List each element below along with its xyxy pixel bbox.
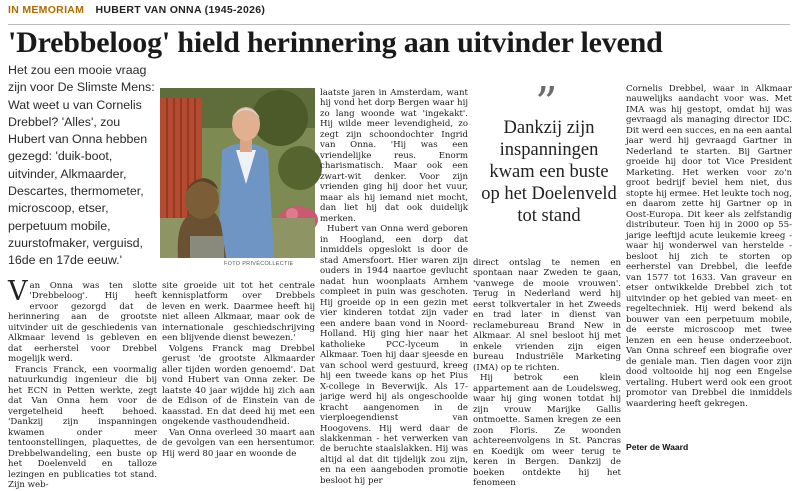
photo-credit: FOTO PRIVÉCOLLECTIE — [224, 261, 294, 267]
body-paragraph: Hij betrok een klein appartement aan de Loudelsweg, waar hij ging wonen totdat hij zijn vrouw Marijke Gallis ontmoette. Samen kregen ze een zoon Floris. Ze woonden achtereenvolgens in St. Pancras en Koedijk om weer terug te keren in Bergen. Dankzij de boeken ontdekte hij het fenomeen — [473, 373, 621, 489]
article-photo — [160, 88, 315, 258]
body-paragraph: Francis Franck, een voormalig natuurkundig ingenieur die bij het ECN in Petten werkte, zegt dat Van Onna hem voor de vergetelheid heeft behoed. 'Dankzij zijn inspanningen kwamen onder meer tentoonstellingen, plaquettes, de Drebbelwandeling, een buste op het Doelenveld en talloze lezingen en publicaties tot stand. Zijn web- — [8, 364, 157, 491]
body-paragraph: laatste jaren in Amsterdam, want hij vond het dorp Bergen waar hij zo lang woonde wat 'ingekakt'. Hij wilde meer levendigheid, zo zegt zijn schoondochter Ingrid van Onna. 'Hij was een vriendelijke reus. Enorm charismatisch. Maar ook een zwart-wit denker. Voor zijn vrienden ging hij door het vuur, maar als hij iemand niet mocht, dan liet hij dat ook duidelijk merken. — [320, 88, 468, 224]
body-paragraph: direct ontslag te nemen en spontaan naar Zweden te gaan, 'vanwege de mooie vrouwen'. Terug in Nederland werd hij eerst tolkvertaler in het Zweeds en trad later in dienst van reclamebureau Brand New in Alkmaar. Al snel besloot hij met enkele vrienden zijn eigen bureau Industriële Marketing (IMA) op te richten. — [473, 258, 621, 373]
body-paragraph: Volgens Franck mag Drebbel gerust 'de grootste Alkmaarder aller tijden worden genoemd'. Dat vond Hubert van Onna zeker. De laatste 40 jaar wijdde hij zich aan de Edison of de Einstein van de kaasstad. En dat deed hij met een ongekende vasthoudendheid. — [162, 343, 315, 428]
body-column-3 — [320, 88, 468, 486]
quote-mark-icon: ” — [535, 78, 558, 129]
body-paragraph: Cornelis Drebbel, waar in Alkmaar nauwelijks aandacht voor was. Met IMA was hij gestopt, omdat hij was gevraagd als managing director IDC. Dit werd een succes, en na een aantal jaar werd hij gevraagd Gartner in Nederland te starten. Bij Gartner groeide hij door tot Vice President Marketing. Het werken voor zo'n groot bedrijf beviel hem niet, dus stopte hij ermee. Het leukte toch nog, en daarom zette hij Gartner op in Oost-Europa. Dit keer als zelfstandig distributeur. Toen hij in 2000 op 55-jarige leeftijd acute leukemie kreeg - waar hij wonderwel van herstelde - besloot hij zich te storten op eerherstel van Drebbel, die leefde van 1577 tot 1633. Van graveur en etser ontwikkelde Drebbel zich tot uitvinder op het gebied van meet- en regeltechniek. Hij werd bekend als bouwer van een perpetuum mobile, de eerste microscoop met twee lenzen en een heuse onderzeeboot. Van Onna schreef een biografie over de geniale man. Tien dagen voor zijn dood voltooide hij nog een Engelse vertaling. Hubert werd ook een groot promotor van Drebbel die inmiddels waardering heeft gekregen. — [626, 84, 792, 409]
body-column-1 — [8, 276, 157, 491]
portrait-photo-illustration — [160, 88, 315, 258]
article-headline: 'Drebbeloog' hield herinnering aan uitvinder levend — [8, 26, 663, 59]
article-intro: Het zou een mooie vraag zijn voor De Slimste Mens: Wat weet u van Cornelis Drebbel? 'Alles', zou Hubert van Onna hebben gezegd: 'duik-boot, uitvinder, Alkmaarder, Descartes, thermometer, microscoop, etser, perpetuum mobile, zuurstofmaker, verguisd, 16de en 17de eeuw.' — [8, 63, 155, 268]
author-byline: Peter de Waard — [626, 442, 689, 452]
lead-text: an Onna was ten slotte 'Drebbeloog'. Hij heeft ervoor gezorgd dat de herinnering aan de grootste uitvinder uit de geschiedenis van Alkmaar levend is gebleven en dat eerherstel voor Drebbel mogelijk werd. — [8, 281, 157, 365]
drop-cap: V — [8, 276, 28, 307]
pull-quote: Dankzij zijn inspanningen kwam een buste op het Doelenveld tot stand — [481, 118, 617, 226]
body-paragraph: site groeide uit tot het centrale kennisplatform over Drebbels leven en werk. Daarmee heeft hij niet alleen Alkmaar, maar ook de internationale geschiedschrijving een blijvende dienst bewezen.' — [162, 281, 315, 344]
body-paragraph: Van Onna overleed 30 maart aan de gevolgen van een hersentumor. Hij werd 80 jaar en woonde de — [162, 427, 315, 459]
body-column-4 — [473, 258, 621, 489]
section-label: IN MEMORIAM — [8, 4, 85, 16]
lead-paragraph — [8, 276, 157, 365]
body-column-5 — [626, 84, 792, 439]
subject-name-label: HUBERT VAN ONNA (1945-2026) — [95, 4, 266, 16]
article-kicker — [8, 4, 790, 25]
body-paragraph: Hubert van Onna werd geboren in Hoogland, een dorp dat inmiddels opgeslokt is door de stad Amersfoort. Hier waren zijn ouders in 1944 naartoe gevlucht nadat hun woonplaats Arnhem compleet in puin was geschoten. Hij groeide op in een gezin met vier kinderen totdat zijn vader een andere baan vond in Noord-Holland. Hij ging hier naar het katholieke PCC-lyceum in Alkmaar. Toen hij daar sjeesde en van school werd gestuurd, kreeg hij een tweede kans op het Pius X-college in Beverwijk. Als 17-jarige werd hij als ongeschoolde kracht aangenomen in de vierploegendienst van Hoogovens. Hij werd daar de slakkenman - het verwerken van de beruchte staalslakken. Hij was altijd al dat dit tijdelijk zou zijn, en na een aangeboden promotie besloot hij per — [320, 224, 468, 486]
body-column-2 — [162, 281, 315, 461]
